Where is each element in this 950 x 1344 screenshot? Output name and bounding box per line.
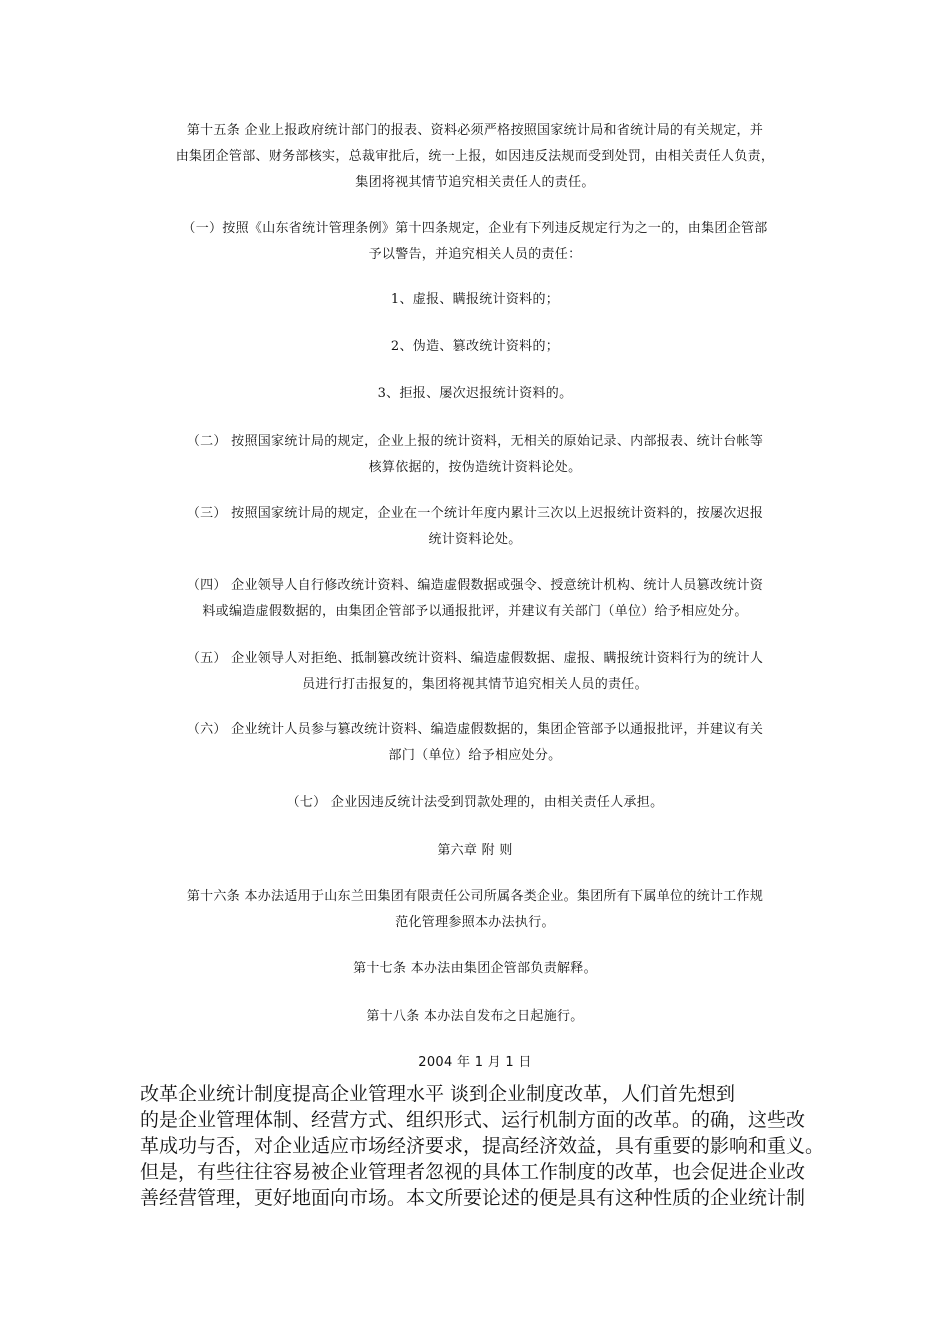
text-line: 1、虚报、瞒报统计资料的； <box>390 292 560 307</box>
date <box>140 1050 810 1076</box>
text-line: 3、拒报、屡次迟报统计资料的。 <box>377 386 573 401</box>
text-line: （七） 企业因违反统计法受到罚款处理的，由相关责任人承担。 <box>286 795 664 810</box>
sub-item-1 <box>140 287 810 313</box>
text-line: （二） 按照国家统计局的规定，企业上报的统计资料，无相关的原始记录、内部报表、统计台帐等 <box>186 434 764 449</box>
text-line: 第十八条 本办法自发布之日起施行。 <box>366 1009 584 1024</box>
article-15 <box>140 118 810 196</box>
clause-3 <box>140 501 810 553</box>
text-line: （四） 企业领导人自行修改统计资料、编造虚假数据或强令、授意统计机构、统计人员篡改统计资 <box>186 578 764 593</box>
text-line: 第六章 附 则 <box>437 843 513 858</box>
text-line: 统计资料论处。 <box>428 532 522 547</box>
text-line: 集团将视其情节追究相关责任人的责任。 <box>355 175 595 190</box>
article-17 <box>140 956 810 982</box>
clause-4 <box>140 573 810 625</box>
text-line: 员进行打击报复的，集团将视其情节追究相关人员的责任。 <box>302 677 648 692</box>
text-line: 第十七条 本办法由集团企管部负责解释。 <box>353 961 597 976</box>
text-line: 予以警告，并追究相关人员的责任： <box>368 247 582 262</box>
text-line: 但是，有些往往容易被企业管理者忽视的具体工作制度的改革，也会促进企业改 <box>140 1161 806 1183</box>
article-18 <box>140 1004 810 1030</box>
essay-excerpt <box>140 1081 825 1211</box>
text-line: 2、伪造、篡改统计资料的； <box>390 339 560 354</box>
text-line: 范化管理参照本办法执行。 <box>395 915 555 930</box>
text-line: 由集团企管部、财务部核实，总裁审批后，统一上报，如因违反法规而受到处罚，由相关责任人负责， <box>175 149 775 164</box>
text-line: （一）按照《山东省统计管理条例》第十四条规定，企业有下列违反规定行为之一的，由集团企管部 <box>182 221 768 236</box>
text-line: 部门（单位）给予相应处分。 <box>388 748 562 763</box>
text-line: （五） 企业领导人对拒绝、抵制篡改统计资料、编造虚假数据、虚报、瞒报统计资料行为的统计人 <box>186 651 764 666</box>
article-16 <box>140 884 810 936</box>
text-line: （六） 企业统计人员参与篡改统计资料、编造虚假数据的，集团企管部予以通报批评，并建议有关 <box>186 722 764 737</box>
clause-5 <box>140 646 810 698</box>
clause-7 <box>140 790 810 816</box>
text-line: 改革企业统计制度提高企业管理水平 谈到企业制度改革，人们首先想到 <box>140 1083 736 1105</box>
text-line: 善经营管理，更好地面向市场。本文所要论述的便是具有这种性质的企业统计制 <box>140 1187 806 1209</box>
text-line: 核算依据的，按伪造统计资料论处。 <box>368 460 582 475</box>
text-line: 2004 年 1 月 1 日 <box>418 1055 532 1070</box>
text-line: 第十六条 本办法适用于山东兰田集团有限责任公司所属各类企业。集团所有下属单位的统计工作规 <box>186 889 764 904</box>
text-line: 第十五条 企业上报政府统计部门的报表、资料必须严格按照国家统计局和省统计局的有关规定，并 <box>186 123 764 138</box>
text-line: 料或编造虚假数据的，由集团企管部予以通报批评，并建议有关部门（单位）给予相应处分。 <box>202 604 748 619</box>
chapter-heading <box>140 838 810 864</box>
text-line: 的是企业管理体制、经营方式、组织形式、运行机制方面的改革。的确，这些改 <box>140 1109 806 1131</box>
clause-6 <box>140 717 810 769</box>
clause-2 <box>140 429 810 481</box>
text-line: 革成功与否，对企业适应市场经济要求，提高经济效益，具有重要的影响和重义。 <box>140 1135 825 1157</box>
text-line: （三） 按照国家统计局的规定，企业在一个统计年度内累计三次以上迟报统计资料的，按屡次迟报 <box>186 506 764 521</box>
clause-1 <box>140 216 810 268</box>
sub-item-2 <box>140 334 810 360</box>
sub-item-3 <box>140 381 810 407</box>
